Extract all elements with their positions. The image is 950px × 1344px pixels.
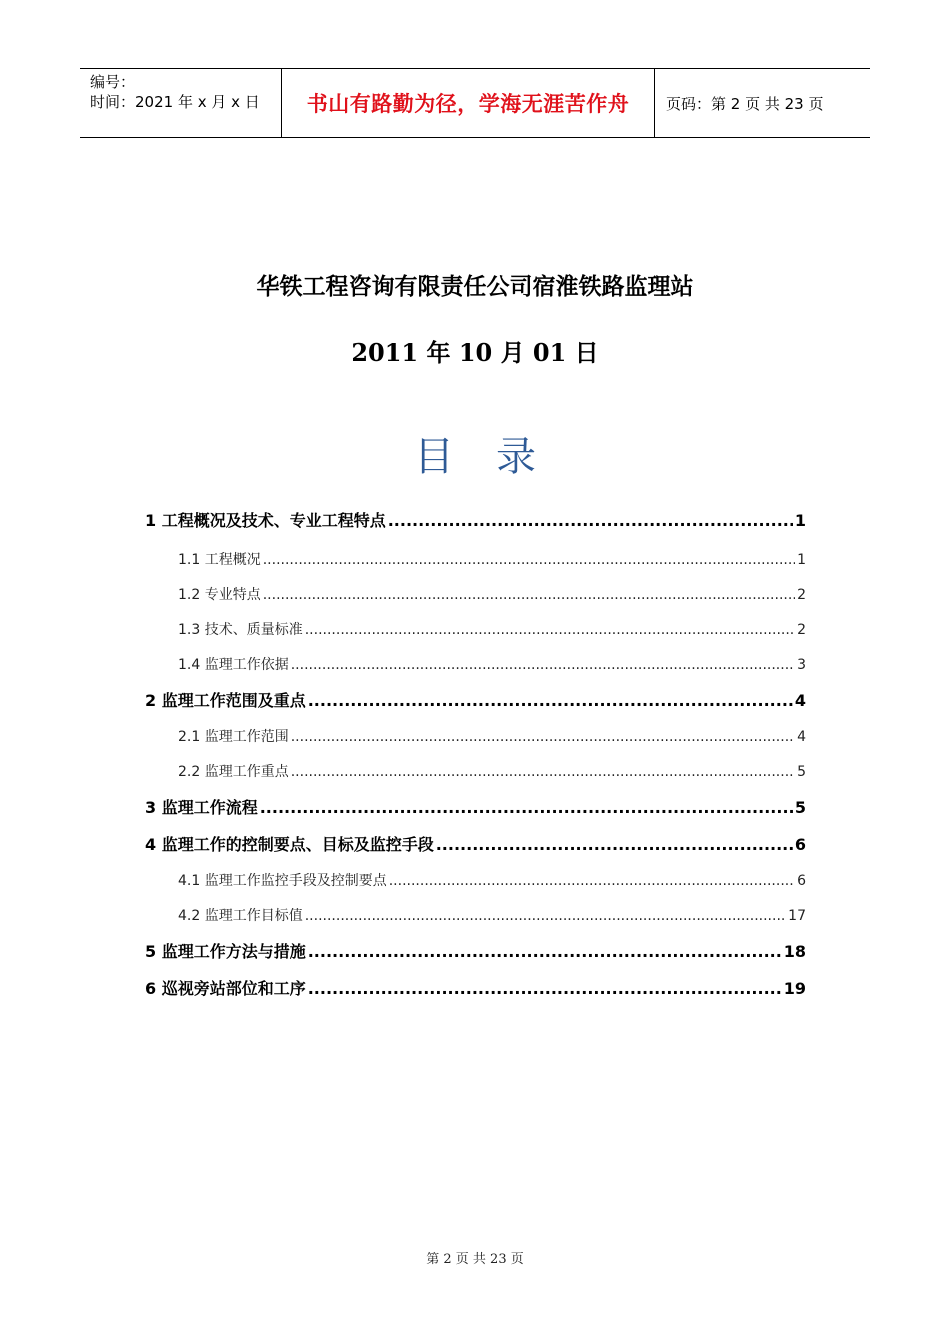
toc-entry[interactable] (145, 939, 806, 962)
page-footer: 第 2 页 共 23 页 (426, 1252, 524, 1267)
header-table (80, 68, 870, 138)
toc-leader-dots (291, 764, 795, 780)
toc-entry-title: 6 巡视旁站部位和工序 (145, 979, 306, 998)
toc-leader-dots (308, 979, 782, 998)
toc-leader-dots (291, 657, 795, 673)
toc-entry[interactable] (145, 688, 806, 711)
toc-entry-title: 2 监理工作范围及重点 (145, 691, 306, 710)
toc-entry[interactable] (178, 905, 806, 925)
toc-entry-page: 2 (797, 622, 806, 638)
toc-leader-dots (388, 511, 793, 530)
toc-entry[interactable] (178, 619, 806, 639)
toc-entry[interactable] (178, 584, 806, 604)
toc-entry-page: 1 (797, 552, 806, 568)
header-info-cell (80, 69, 282, 137)
toc-leader-dots (436, 835, 793, 854)
toc-entry[interactable] (178, 726, 806, 746)
toc-entry[interactable] (145, 832, 806, 855)
motto: 书山有路勤为径，学海无涯苦作舟 (282, 69, 655, 137)
toc-leader-dots (305, 908, 786, 924)
toc-entry-title: 4.1 监理工作监控手段及控制要点 (178, 873, 387, 889)
toc-entry-title: 1.1 工程概况 (178, 552, 261, 568)
toc-entry-title: 1.2 专业特点 (178, 587, 261, 603)
toc-entry[interactable] (178, 761, 806, 781)
toc-entry[interactable] (178, 549, 806, 569)
toc-entry-page: 6 (797, 873, 806, 889)
page-info: 页码：第 2 页 共 23 页 (666, 94, 824, 113)
toc-title: 目录 (414, 434, 578, 480)
toc-leader-dots (305, 622, 795, 638)
toc-entry-page: 1 (794, 511, 806, 530)
toc-entry-page: 19 (783, 979, 806, 998)
toc-leader-dots (260, 798, 793, 817)
toc-leader-dots (308, 691, 793, 710)
toc-entry[interactable] (145, 976, 806, 999)
toc-entry[interactable] (145, 795, 806, 818)
toc-entry-title: 2.1 监理工作范围 (178, 729, 289, 745)
toc-entry-page: 4 (794, 691, 806, 710)
toc-entry-page: 3 (797, 657, 806, 673)
toc-entry-page: 5 (794, 798, 806, 817)
toc-entry-page: 6 (794, 835, 806, 854)
toc-entry-title: 4.2 监理工作目标值 (178, 908, 303, 924)
toc-leader-dots (263, 552, 795, 568)
toc-entry[interactable] (145, 508, 806, 531)
toc-entry-page: 18 (783, 942, 806, 961)
serial-label: 编号： (90, 73, 136, 91)
toc-leader-dots (308, 942, 782, 961)
company-name: 华铁工程咨询有限责任公司宿淮铁路监理站 (256, 273, 694, 300)
toc-entry-title: 1.4 监理工作依据 (178, 657, 289, 673)
toc-leader-dots (291, 729, 795, 745)
toc-entry-title: 3 监理工作流程 (145, 798, 258, 817)
time-label: 时间：2021 年 x 月 x 日 (90, 93, 260, 111)
toc-entry-title: 1 工程概况及技术、专业工程特点 (145, 511, 386, 530)
toc-entry[interactable] (178, 870, 806, 890)
toc-entry-title: 5 监理工作方法与措施 (145, 942, 306, 961)
toc-entry-page: 5 (797, 764, 806, 780)
toc-entry-page: 17 (788, 908, 806, 924)
toc-entry[interactable] (178, 654, 806, 674)
toc-entry-page: 4 (797, 729, 806, 745)
toc-leader-dots (389, 873, 795, 889)
toc-entry-page: 2 (797, 587, 806, 603)
document-date: 2011 年 10 月 01 日 (351, 338, 599, 367)
toc-leader-dots (263, 587, 795, 603)
toc-entry-title: 4 监理工作的控制要点、目标及监控手段 (145, 835, 434, 854)
toc-entry-title: 1.3 技术、质量标准 (178, 622, 303, 638)
toc-entry-title: 2.2 监理工作重点 (178, 764, 289, 780)
